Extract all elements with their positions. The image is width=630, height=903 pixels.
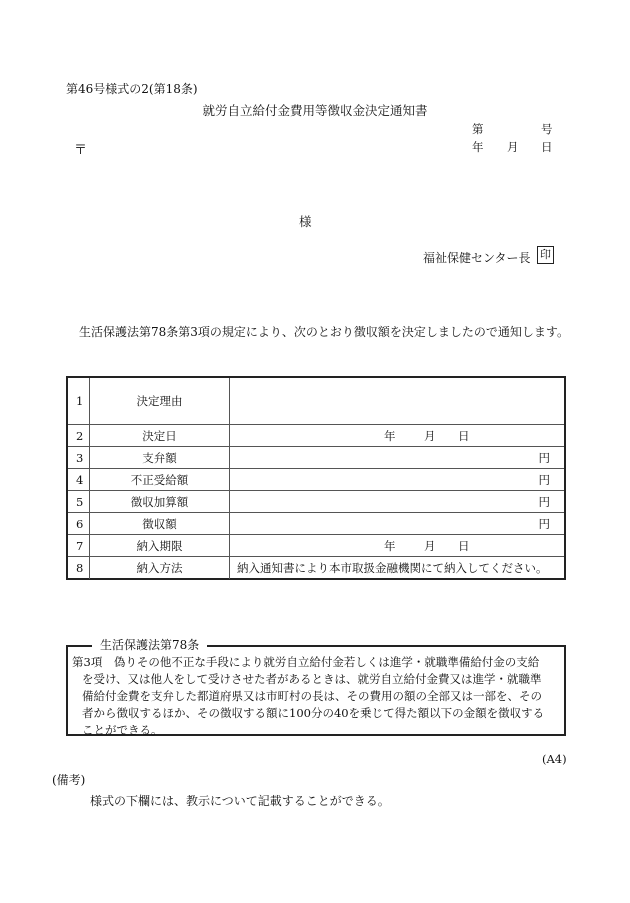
issue-date-year: 年	[472, 140, 484, 154]
row-value	[229, 469, 564, 491]
law-line: ことができる。	[82, 723, 163, 737]
row-label: 決定日	[90, 425, 230, 447]
row-value	[229, 513, 564, 535]
row-number: 6	[68, 513, 90, 535]
law-line: を受け、又は他人をして受けさせた者があるときは、就労自立給付金費又は進学・就職準	[82, 672, 542, 686]
row-number: 4	[68, 469, 90, 491]
law-excerpt-text	[72, 654, 562, 739]
row-label: 徴収額	[90, 513, 230, 535]
row-value	[229, 557, 564, 579]
number-prefix: 第	[472, 122, 484, 136]
table-row	[68, 556, 564, 579]
table-row	[68, 424, 564, 447]
law-excerpt-title: 生活保護法第78条	[92, 636, 207, 653]
row-label: 徴収加算額	[90, 491, 230, 513]
table-row	[68, 534, 564, 557]
law-line: 備給付金費を支弁した都道府県又は市町村の長は、その費用の額の全部又は一部を、その	[82, 689, 542, 703]
row-number: 2	[68, 425, 90, 447]
row-number: 1	[68, 378, 90, 424]
row-value	[229, 447, 564, 469]
table-row	[68, 512, 564, 535]
decision-items-table	[66, 376, 566, 580]
issue-date-day: 日	[541, 140, 553, 154]
date-month-unit: 月	[424, 539, 436, 553]
date-day-unit: 日	[458, 539, 470, 553]
remarks-title: (備考)	[52, 773, 86, 787]
date-year-unit: 年	[384, 539, 396, 553]
notice-body-text: 生活保護法第78条第3項の規定により、次のとおり徴収額を決定しましたので通知します。	[79, 325, 569, 339]
date-year-unit: 年	[384, 429, 396, 443]
row-value	[229, 425, 564, 447]
yen-unit: 円	[538, 517, 550, 531]
table-row	[68, 468, 564, 491]
seal-stamp: 印	[537, 246, 554, 264]
row-number: 7	[68, 535, 90, 557]
law-line: 第3項 偽りその他不正な手段により就労自立給付金若しくは進学・就職準備給付金の支給	[72, 655, 540, 669]
table-row	[68, 378, 564, 424]
yen-unit: 円	[538, 451, 550, 465]
table-row	[68, 446, 564, 469]
row-label: 納入方法	[90, 557, 230, 579]
row-label: 納入期限	[90, 535, 230, 557]
sender-title: 福祉保健センター長	[423, 251, 531, 265]
table-row	[68, 490, 564, 513]
remarks-text: 様式の下欄には、教示について記載することができる。	[90, 794, 390, 808]
row-label: 支弁額	[90, 447, 230, 469]
date-month-unit: 月	[424, 429, 436, 443]
row-value	[229, 535, 564, 557]
row-number: 5	[68, 491, 90, 513]
law-line: 者から徴収するほか、その徴収する額に100分の40を乗じて得た額以下の金額を徴収する	[82, 706, 545, 720]
payment-method-text: 納入通知書により本市取扱金融機関にて納入してください。	[237, 561, 548, 575]
row-label: 決定理由	[90, 378, 230, 424]
yen-unit: 円	[538, 495, 550, 509]
postal-mark: 〒	[74, 143, 88, 158]
row-value	[229, 378, 564, 424]
recipient-suffix: 様	[299, 214, 312, 229]
row-value	[229, 491, 564, 513]
issue-date-month: 月	[507, 140, 519, 154]
document-title: 就労自立給付金費用等徴収金決定通知書	[202, 103, 428, 118]
number-suffix: 号	[541, 122, 553, 136]
form-number: 第46号様式の2(第18条)	[66, 82, 198, 96]
paper-size: (A4)	[542, 752, 567, 766]
date-day-unit: 日	[458, 429, 470, 443]
yen-unit: 円	[538, 473, 550, 487]
row-label: 不正受給額	[90, 469, 230, 491]
row-number: 8	[68, 557, 90, 579]
row-number: 3	[68, 447, 90, 469]
